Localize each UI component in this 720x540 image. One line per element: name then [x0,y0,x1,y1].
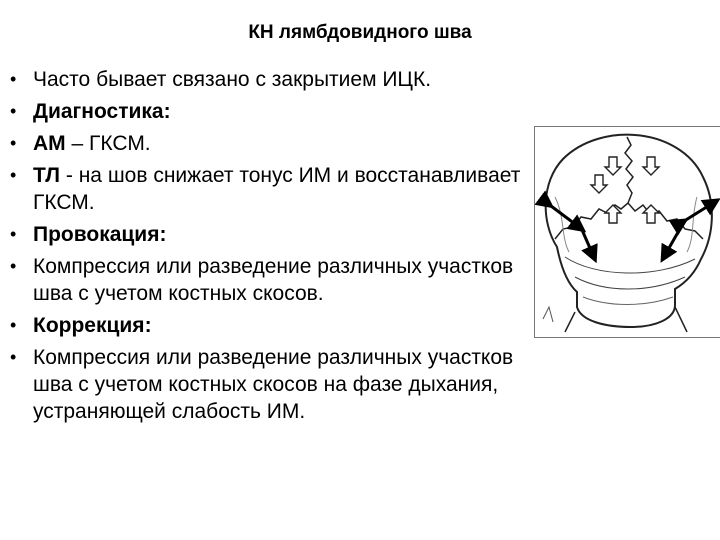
bullet-dot: • [10,101,17,121]
bullet-dot: • [10,315,17,335]
bullet-dot: • [10,256,17,276]
bullet-dot: • [10,165,17,185]
list-item [10,66,530,93]
bullet-dot: • [10,224,17,244]
page-title [0,22,720,44]
skull-posterior-view-illustration [535,127,720,339]
bullet-dot: • [10,69,17,89]
bullet-list [10,66,530,430]
item-bold: ТЛ [33,164,61,187]
item-text: Компрессия или разведение различных участков шва с учетом костных скосов на фазе дыхания, устраняющей слабость ИМ. [33,346,514,423]
item-bold: Провокация: [33,223,167,246]
list-item [10,130,530,157]
item-bold: АМ [33,132,66,155]
item-text: – ГКСМ. [65,132,151,155]
list-item [10,98,530,125]
bullet-dot: • [10,133,17,153]
item-bold: Диагностика: [33,100,171,123]
item-text: - на шов снижает тонус ИМ и восстанавливает ГКСМ. [33,164,521,214]
list-item [10,312,530,339]
list-item [10,253,530,307]
item-bold: Коррекция: [33,314,152,337]
skull-figure [534,126,720,338]
title-text: КН лямбдовидного шва [248,22,472,43]
list-item [10,221,530,248]
item-text: Компрессия или разведение различных участков шва с учетом костных скосов. [33,255,514,305]
item-text: Часто бывает связано с закрытием ИЦК. [33,68,432,91]
list-item [10,344,530,425]
bullet-dot: • [10,347,17,367]
list-item [10,162,530,216]
